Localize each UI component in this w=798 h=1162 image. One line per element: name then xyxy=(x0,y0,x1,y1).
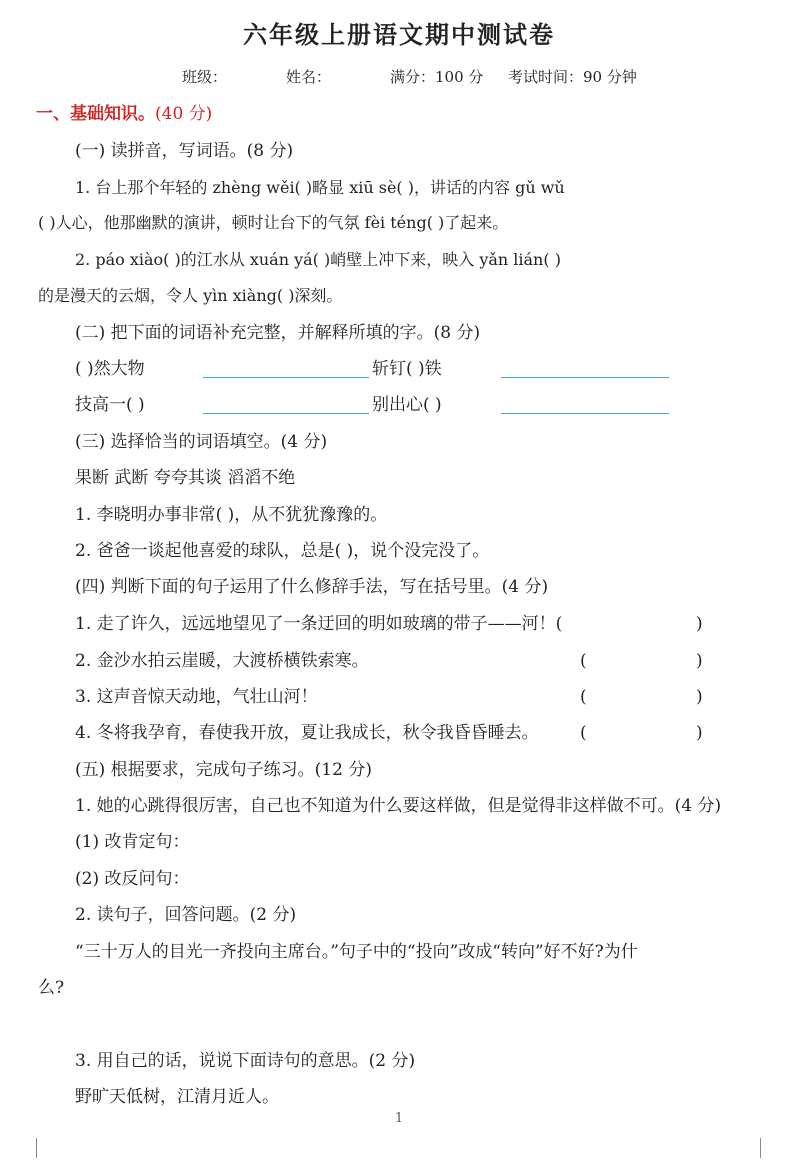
class-label: 班级： xyxy=(182,68,228,86)
paren-open: ( xyxy=(580,723,587,743)
exam-header xyxy=(182,66,637,88)
part1-q1-line1: 1. 台上那个年轻的 zhèng wěi( )略显 xiū sè( )，讲话的内容 gǔ wǔ xyxy=(75,178,565,197)
idiom-item: ( )然大物 xyxy=(75,359,145,379)
part5-heading: (五) 根据要求，完成句子练习。(12 分) xyxy=(75,760,372,780)
full-score-label: 满分：100 分 xyxy=(390,68,484,86)
part5-q1b: (2) 改反问句： xyxy=(75,869,190,889)
part5-q2-text-line2: 么? xyxy=(38,978,65,998)
paren-close: ) xyxy=(696,614,703,634)
part4-q3: 3. 这声音惊天动地，气壮山河！ xyxy=(75,687,318,707)
paren-close: ) xyxy=(696,723,703,743)
part5-q2-text-line1: “三十万人的目光一齐投向主席台。”句子中的“投向”改成“转向”好不好?为什 xyxy=(75,942,638,962)
answer-line[interactable] xyxy=(501,413,669,414)
part5-q2: 2. 读句子，回答问题。(2 分) xyxy=(75,905,297,925)
section-title: 一、基础知识。 xyxy=(36,104,155,124)
poem-line: 野旷天低树，江清月近人。 xyxy=(75,1087,279,1107)
page-number: 1 xyxy=(394,1111,404,1126)
paren-close: ) xyxy=(696,687,703,707)
part1-q2-line1: 2. páo xiào( )的江水从 xuán yá( )峭壁上冲下来，映入 yǎn lián( ) xyxy=(75,250,561,269)
answer-line[interactable] xyxy=(203,377,369,378)
section-score: (40 分) xyxy=(155,104,213,124)
part3-q2: 2. 爸爸一谈起他喜爱的球队，总是( )，说个没完没了。 xyxy=(75,541,490,561)
idiom-item: 斩钉( )铁 xyxy=(372,359,442,379)
section-heading xyxy=(36,103,212,125)
part2-heading: (二) 把下面的词语补充完整，并解释所填的字。(8 分) xyxy=(75,323,481,343)
idiom-item: 技高一( ) xyxy=(75,395,145,415)
paren-close: ) xyxy=(696,651,703,671)
part5-q1a: (1) 改肯定句： xyxy=(75,832,190,852)
part1-q1-line2: ( )人心，他那幽默的演讲，顿时让台下的气氛 fèi téng( )了起来。 xyxy=(38,213,509,232)
exam-time-label: 考试时间：90 分钟 xyxy=(508,68,637,86)
paren-open: ( xyxy=(580,687,587,707)
part3-heading: (三) 选择恰当的词语填空。(4 分) xyxy=(75,432,328,452)
answer-line[interactable] xyxy=(203,413,369,414)
part1-q2-line2: 的是漫天的云烟，令人 yìn xiàng( )深刻。 xyxy=(38,286,343,305)
paren-open: ( xyxy=(580,651,587,671)
part4-heading: (四) 判断下面的句子运用了什么修辞手法，写在括号里。(4 分) xyxy=(75,577,549,597)
word-bank: 果断 武断 夸夸其谈 滔滔不绝 xyxy=(75,468,296,488)
part4-q4: 4. 冬将我孕育，春使我开放，夏让我成长，秋令我昏昏睡去。 xyxy=(75,723,539,743)
part3-q1: 1. 李晓明办事非常( )，从不犹犹豫豫的。 xyxy=(75,505,388,525)
page-margin-mark xyxy=(36,1138,37,1158)
name-label: 姓名： xyxy=(286,68,332,86)
part5-q1: 1. 她的心跳得很厉害，自己也不知道为什么要这样做，但是觉得非这样做不可。(4 分) xyxy=(75,796,722,816)
part4-q2: 2. 金沙水拍云崖暖，大渡桥横铁索寒。 xyxy=(75,651,369,671)
page-title: 六年级上册语文期中测试卷 xyxy=(243,20,555,49)
page-margin-mark xyxy=(760,1138,761,1158)
part1-heading: (一) 读拼音，写词语。(8 分) xyxy=(75,141,294,161)
answer-line[interactable] xyxy=(501,377,669,378)
part5-q3: 3. 用自己的话，说说下面诗句的意思。(2 分) xyxy=(75,1051,416,1071)
part4-q1: 1. 走了许久，远远地望见了一条迂回的明如玻璃的带子——河！( xyxy=(75,614,563,634)
idiom-item: 别出心( ) xyxy=(372,395,442,415)
